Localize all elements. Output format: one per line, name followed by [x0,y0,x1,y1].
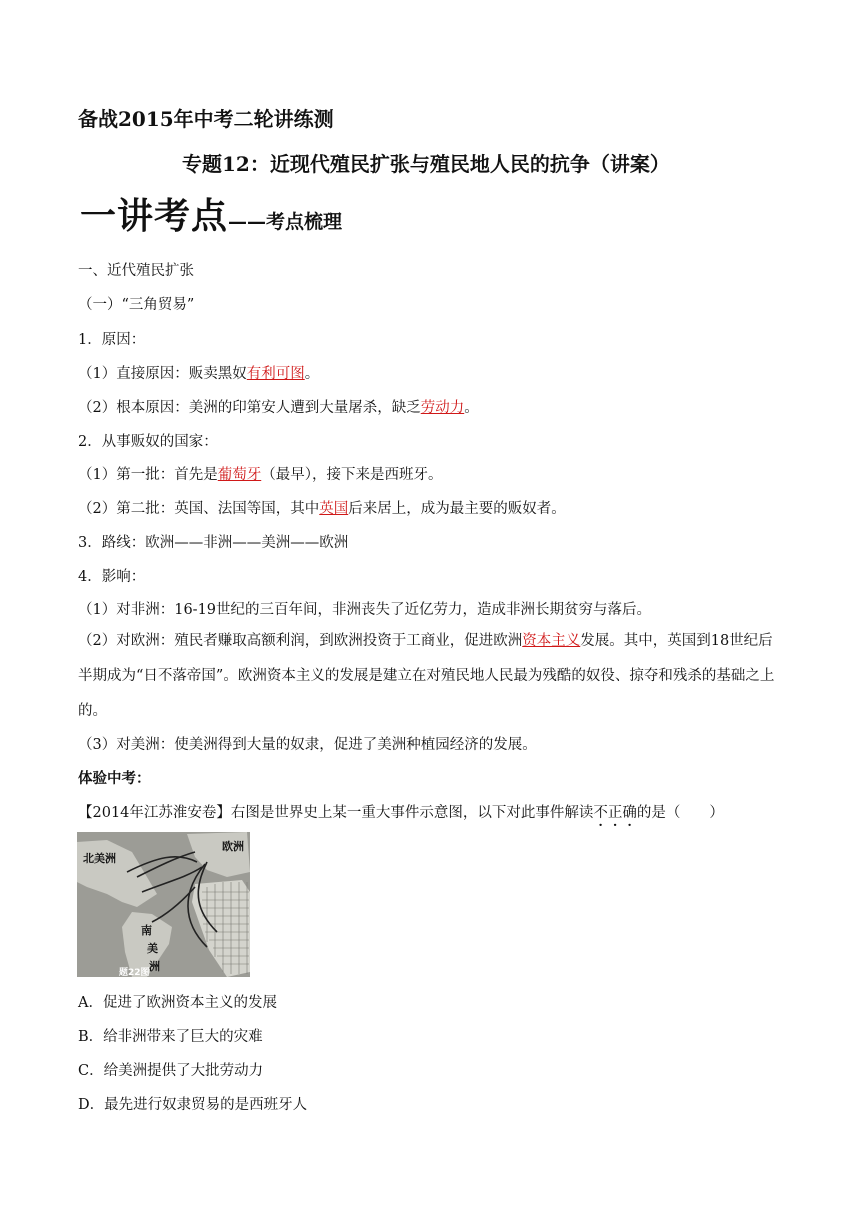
series-title: 备战2015年中考二轮讲练测 [78,107,334,131]
text-span: 发展。其中，英国到18世纪后半期成为“日不落帝国”。欧洲资本主义的发展是建立在对殖民地人民最为残酷的奴役、掠夺和残杀的基础之上的。 [78,633,775,719]
text-span: 。 [304,366,320,382]
text-span: （2）根本原因：美洲的印第安人遭到大量屠杀，缺乏 [78,400,421,416]
option-a: A．促进了欧洲资本主义的发展 [78,995,277,1011]
topic-title: 专题12：近现代殖民扩张与殖民地人民的抗争（讲案） [182,152,670,176]
point-4-1: （1）对非洲：16-19世纪的三百年间，非洲丧失了近亿劳力，造成非洲长期贫穷与落后。 [78,602,652,618]
option-b: B．给非洲带来了巨大的灾难 [78,1029,263,1045]
map-caption: 题22图 [119,968,150,977]
text-span: （最早），接下来是西班牙。 [261,467,443,483]
part-heading: 一、近代殖民扩张 [78,263,194,279]
point-2-heading: 2．从事贩奴的国家： [78,434,218,450]
emphasis-char: 正 [607,805,623,821]
exam-label: 体验中考： [78,770,151,787]
highlight-term: 有利可图 [246,366,305,382]
point-1-heading: 1．原因： [78,332,146,348]
text-span: （1）第一批：首先是 [78,467,218,483]
point-4-2 [78,624,783,729]
map-label-south-america: 洲 [149,960,160,973]
point-4-3: （3）对美洲：使美洲得到大量的奴隶，促进了美洲种植园经济的发展。 [78,737,537,753]
highlight-term: 劳动力 [420,400,465,416]
text-span: （2）对欧洲：殖民者赚取高额利润，到欧洲投资于工商业，促进欧洲 [78,633,523,649]
point-2-1 [78,463,442,484]
emphasis-char: 不 [593,805,608,821]
point-1-1 [78,362,319,383]
option-d: D．最先进行奴隶贸易的是西班牙人 [78,1097,308,1113]
subsection-heading: （一）“三角贸易” [78,297,195,313]
map-label-south-america: 美 [147,942,158,955]
option-c: C．给美洲提供了大批劳动力 [78,1063,264,1079]
map-label-europe: 欧洲 [222,840,244,853]
emphasis-char: 确 [622,805,637,821]
text-span: 。 [464,400,479,416]
text-span: 的是（ ） [636,805,724,821]
section-heading-sub: ——考点梳理 [228,211,343,233]
map-label-south-america: 南 [141,924,152,937]
text-span: （1）直接原因：贩卖黑奴 [78,366,247,382]
section-heading [80,188,342,239]
text-span: 后来居上，成为最主要的贩奴者。 [348,501,566,517]
section-heading-main: 一讲考点 [80,195,229,237]
triangle-trade-map [77,832,250,977]
point-3: 3．路线：欧洲——非洲——美洲——欧洲 [78,535,349,551]
point-4-heading: 4．影响： [78,569,146,585]
exam-question [78,801,724,822]
highlight-term: 葡萄牙 [217,467,262,483]
point-2-2 [78,497,566,518]
text-span: 【2014年江苏淮安卷】右图是世界史上某一重大事件示意图，以下对此事件解读 [78,805,594,821]
point-1-2 [78,396,479,417]
text-span: （2）第二批：英国、法国等国，其中 [78,501,320,517]
highlight-term: 英国 [319,501,349,517]
map-label-north-america: 北美洲 [83,852,116,865]
highlight-term: 资本主义 [522,633,581,649]
